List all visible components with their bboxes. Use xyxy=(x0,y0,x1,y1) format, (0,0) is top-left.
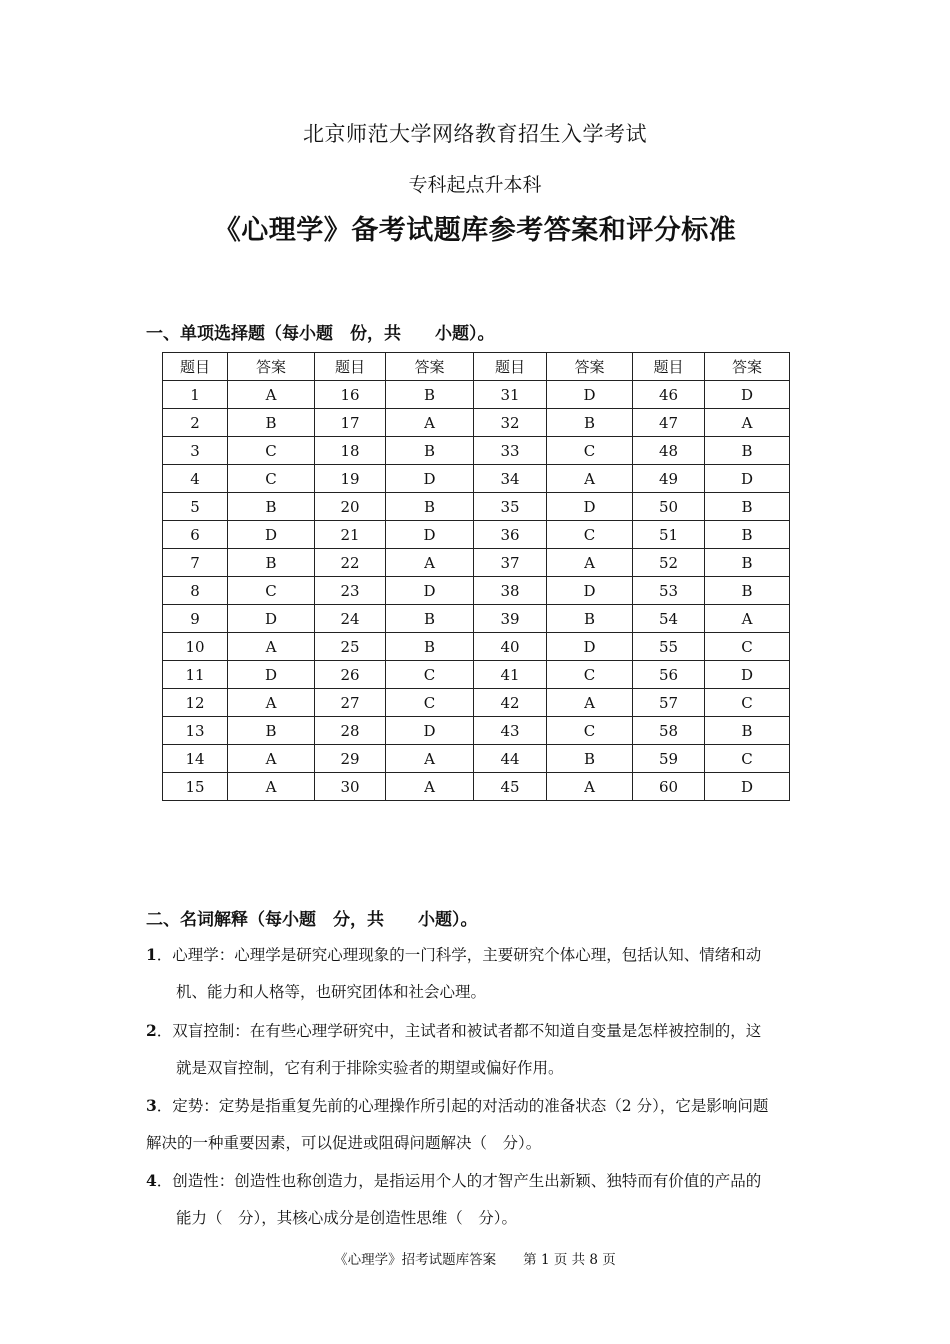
question-number-cell: 20 xyxy=(315,493,386,521)
item-number: 4 xyxy=(146,1171,157,1190)
answer-cell: B xyxy=(228,409,315,437)
answer-table-body xyxy=(163,381,790,801)
item-text-line1: ．双盲控制：在有些心理学研究中，主试者和被试者都不知道自变量是怎样被控制的，这 xyxy=(156,1022,762,1040)
question-number-cell: 1 xyxy=(163,381,228,409)
answer-cell: C xyxy=(547,437,633,465)
question-number-cell: 7 xyxy=(163,549,228,577)
answer-cell: A xyxy=(547,689,633,717)
answer-cell: A xyxy=(547,773,633,801)
question-number-cell: 41 xyxy=(474,661,547,689)
answer-cell: C xyxy=(705,689,790,717)
answer-cell: B xyxy=(386,437,474,465)
question-number-cell: 34 xyxy=(474,465,547,493)
question-number-cell: 11 xyxy=(163,661,228,689)
answer-cell: A xyxy=(386,549,474,577)
item-text-line1: ．定势：定势是指重复先前的心理操作所引起的对活动的准备状态（2 分），它是影响问题 xyxy=(156,1097,769,1115)
item-number: 1 xyxy=(146,945,157,964)
answer-cell: D xyxy=(386,577,474,605)
table-row xyxy=(163,689,790,717)
table-row xyxy=(163,577,790,605)
answer-cell: C xyxy=(386,689,474,717)
item-number: 2 xyxy=(146,1021,157,1040)
answer-cell: A xyxy=(547,465,633,493)
answer-cell: C xyxy=(228,465,315,493)
question-number-cell: 54 xyxy=(633,605,705,633)
answer-cell: B xyxy=(705,437,790,465)
institution-heading: 北京师范大学网络教育招生入学考试 xyxy=(303,122,647,146)
question-number-cell: 30 xyxy=(315,773,386,801)
question-number-cell: 46 xyxy=(633,381,705,409)
table-row xyxy=(163,605,790,633)
question-number-cell: 44 xyxy=(474,745,547,773)
answer-cell: D xyxy=(705,381,790,409)
answer-cell: C xyxy=(386,661,474,689)
question-number-cell: 45 xyxy=(474,773,547,801)
question-number-cell: 43 xyxy=(474,717,547,745)
answer-cell: B xyxy=(228,717,315,745)
answer-cell: A xyxy=(547,549,633,577)
question-number-cell: 33 xyxy=(474,437,547,465)
answer-cell: C xyxy=(705,745,790,773)
table-header-row xyxy=(163,353,790,381)
item-text-line2: 就是双盲控制，它有利于排除实验者的期望或偏好作用。 xyxy=(176,1059,564,1077)
answer-cell: A xyxy=(386,745,474,773)
question-number-cell: 4 xyxy=(163,465,228,493)
answer-cell: A xyxy=(228,773,315,801)
answer-cell: A xyxy=(705,605,790,633)
question-number-cell: 50 xyxy=(633,493,705,521)
column-header: 题目 xyxy=(474,353,547,381)
item-text-line2: 机、能力和人格等，也研究团体和社会心理。 xyxy=(176,983,487,1001)
table-row xyxy=(163,661,790,689)
answer-cell: A xyxy=(228,633,315,661)
question-number-cell: 42 xyxy=(474,689,547,717)
answer-cell: D xyxy=(547,633,633,661)
question-number-cell: 47 xyxy=(633,409,705,437)
answer-cell: C xyxy=(228,437,315,465)
question-number-cell: 36 xyxy=(474,521,547,549)
question-number-cell: 13 xyxy=(163,717,228,745)
table-row xyxy=(163,521,790,549)
question-number-cell: 56 xyxy=(633,661,705,689)
table-row xyxy=(163,633,790,661)
answer-cell: A xyxy=(228,745,315,773)
question-number-cell: 26 xyxy=(315,661,386,689)
question-number-cell: 25 xyxy=(315,633,386,661)
question-number-cell: 22 xyxy=(315,549,386,577)
answer-cell: D xyxy=(386,717,474,745)
answer-cell: B xyxy=(705,717,790,745)
question-number-cell: 21 xyxy=(315,521,386,549)
answer-cell: B xyxy=(705,521,790,549)
question-number-cell: 53 xyxy=(633,577,705,605)
answer-cell: B xyxy=(705,549,790,577)
item-number: 3 xyxy=(146,1096,157,1115)
table-row xyxy=(163,409,790,437)
answer-cell: D xyxy=(386,521,474,549)
question-number-cell: 60 xyxy=(633,773,705,801)
answer-cell: C xyxy=(705,633,790,661)
question-number-cell: 14 xyxy=(163,745,228,773)
question-number-cell: 2 xyxy=(163,409,228,437)
term-definition-item xyxy=(146,1162,810,1237)
answer-cell: D xyxy=(705,661,790,689)
item-text-line1: ．创造性：创造性也称创造力，是指运用个人的才智产生出新颖、独特而有价值的产品的 xyxy=(156,1172,762,1190)
question-number-cell: 35 xyxy=(474,493,547,521)
table-row xyxy=(163,549,790,577)
exam-level-heading: 专科起点升本科 xyxy=(408,174,542,196)
answer-cell: B xyxy=(386,493,474,521)
question-number-cell: 16 xyxy=(315,381,386,409)
answer-key-table xyxy=(162,352,790,801)
question-number-cell: 38 xyxy=(474,577,547,605)
answer-cell: B xyxy=(547,605,633,633)
term-definition-item xyxy=(146,936,810,1011)
question-number-cell: 55 xyxy=(633,633,705,661)
page-footer: 《心理学》招考试题库答案 第 1 页 共 8 页 xyxy=(334,1252,616,1268)
question-number-cell: 58 xyxy=(633,717,705,745)
table-row xyxy=(163,465,790,493)
answer-cell: C xyxy=(547,717,633,745)
question-number-cell: 59 xyxy=(633,745,705,773)
table-row xyxy=(163,381,790,409)
section1-heading: 一、单项选择题（每小题 份，共 小题）。 xyxy=(146,324,495,344)
question-number-cell: 3 xyxy=(163,437,228,465)
question-number-cell: 12 xyxy=(163,689,228,717)
answer-cell: D xyxy=(228,605,315,633)
answer-cell: C xyxy=(547,661,633,689)
column-header: 答案 xyxy=(705,353,790,381)
answer-cell: B xyxy=(228,493,315,521)
table-row xyxy=(163,493,790,521)
item-text-line1: ．心理学：心理学是研究心理现象的一门科学，主要研究个体心理，包括认知、情绪和动 xyxy=(156,946,762,964)
question-number-cell: 23 xyxy=(315,577,386,605)
column-header: 题目 xyxy=(315,353,386,381)
document-title: 《心理学》备考试题库参考答案和评分标准 xyxy=(213,215,737,246)
answer-cell: D xyxy=(705,465,790,493)
question-number-cell: 40 xyxy=(474,633,547,661)
answer-cell: D xyxy=(547,493,633,521)
section2-heading: 二、名词解释（每小题 分，共 小题）。 xyxy=(146,910,478,930)
question-number-cell: 24 xyxy=(315,605,386,633)
answer-cell: D xyxy=(228,521,315,549)
question-number-cell: 8 xyxy=(163,577,228,605)
table-row xyxy=(163,717,790,745)
question-number-cell: 48 xyxy=(633,437,705,465)
question-number-cell: 15 xyxy=(163,773,228,801)
answer-cell: B xyxy=(547,409,633,437)
item-text-line2: 能力（ 分），其核心成分是创造性思维（ 分）。 xyxy=(176,1209,518,1227)
question-number-cell: 18 xyxy=(315,437,386,465)
answer-cell: A xyxy=(386,409,474,437)
column-header: 题目 xyxy=(633,353,705,381)
answer-cell: D xyxy=(228,661,315,689)
answer-cell: B xyxy=(705,577,790,605)
answer-cell: B xyxy=(386,605,474,633)
question-number-cell: 49 xyxy=(633,465,705,493)
answer-cell: B xyxy=(386,381,474,409)
answer-cell: C xyxy=(228,577,315,605)
column-header: 题目 xyxy=(163,353,228,381)
question-number-cell: 32 xyxy=(474,409,547,437)
table-row xyxy=(163,437,790,465)
answer-cell: A xyxy=(705,409,790,437)
question-number-cell: 29 xyxy=(315,745,386,773)
answer-cell: B xyxy=(228,549,315,577)
question-number-cell: 57 xyxy=(633,689,705,717)
answer-cell: B xyxy=(705,493,790,521)
answer-cell: D xyxy=(705,773,790,801)
answer-cell: A xyxy=(228,381,315,409)
answer-cell: D xyxy=(386,465,474,493)
table-row xyxy=(163,745,790,773)
question-number-cell: 39 xyxy=(474,605,547,633)
answer-cell: D xyxy=(547,577,633,605)
column-header: 答案 xyxy=(386,353,474,381)
question-number-cell: 52 xyxy=(633,549,705,577)
answer-cell: C xyxy=(547,521,633,549)
question-number-cell: 10 xyxy=(163,633,228,661)
question-number-cell: 27 xyxy=(315,689,386,717)
question-number-cell: 6 xyxy=(163,521,228,549)
column-header: 答案 xyxy=(228,353,315,381)
question-number-cell: 5 xyxy=(163,493,228,521)
answer-cell: A xyxy=(228,689,315,717)
question-number-cell: 31 xyxy=(474,381,547,409)
answer-cell: D xyxy=(547,381,633,409)
column-header: 答案 xyxy=(547,353,633,381)
term-definition-item xyxy=(146,1087,810,1162)
question-number-cell: 37 xyxy=(474,549,547,577)
item-text-line2: 解决的一种重要因素，可以促进或阻碍问题解决（ 分）。 xyxy=(146,1134,542,1152)
question-number-cell: 28 xyxy=(315,717,386,745)
question-number-cell: 9 xyxy=(163,605,228,633)
term-definition-item xyxy=(146,1012,810,1087)
answer-cell: B xyxy=(547,745,633,773)
answer-cell: B xyxy=(386,633,474,661)
question-number-cell: 19 xyxy=(315,465,386,493)
question-number-cell: 51 xyxy=(633,521,705,549)
answer-cell: A xyxy=(386,773,474,801)
question-number-cell: 17 xyxy=(315,409,386,437)
table-row xyxy=(163,773,790,801)
